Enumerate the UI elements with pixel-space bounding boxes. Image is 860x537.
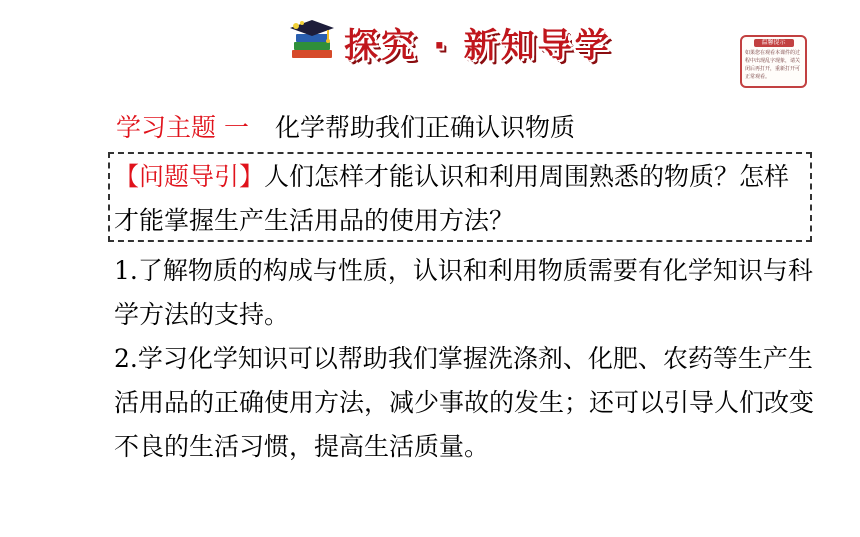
tip-title: 温馨提示 (754, 39, 794, 47)
point-1: 1.了解物质的构成与性质，认识和利用物质需要有化学知识与科学方法的支持。 (114, 256, 813, 329)
tip-box (740, 35, 807, 88)
topic-label: 学习主题 一 (116, 113, 249, 142)
question-text-block (114, 155, 814, 243)
topic-title: 化学帮助我们正确认识物质 (274, 113, 575, 142)
point-2: 2.学习化学知识可以帮助我们掌握洗涤剂、化肥、农药等生产生活用品的正确使用方法，减少事故的发生；还可以引导人们改变不良的生活习惯，提高生活质量。 (114, 344, 815, 461)
question-label: 【问题导引】 (114, 162, 265, 191)
tip-text: 如果您在观看本课件的过程中出现乱字现象，请关闭后再打开，重新打开可正常观看。 (745, 50, 801, 80)
section-banner (288, 14, 612, 66)
question-text: 人们怎样才能认识和利用周围熟悉的物质？怎样才能掌握生产生活用品的使用方法？ (114, 162, 790, 235)
topic-heading (116, 112, 575, 144)
banner-title: 探究 · 新知导学 (344, 26, 612, 66)
graduation-books-icon (288, 20, 338, 64)
